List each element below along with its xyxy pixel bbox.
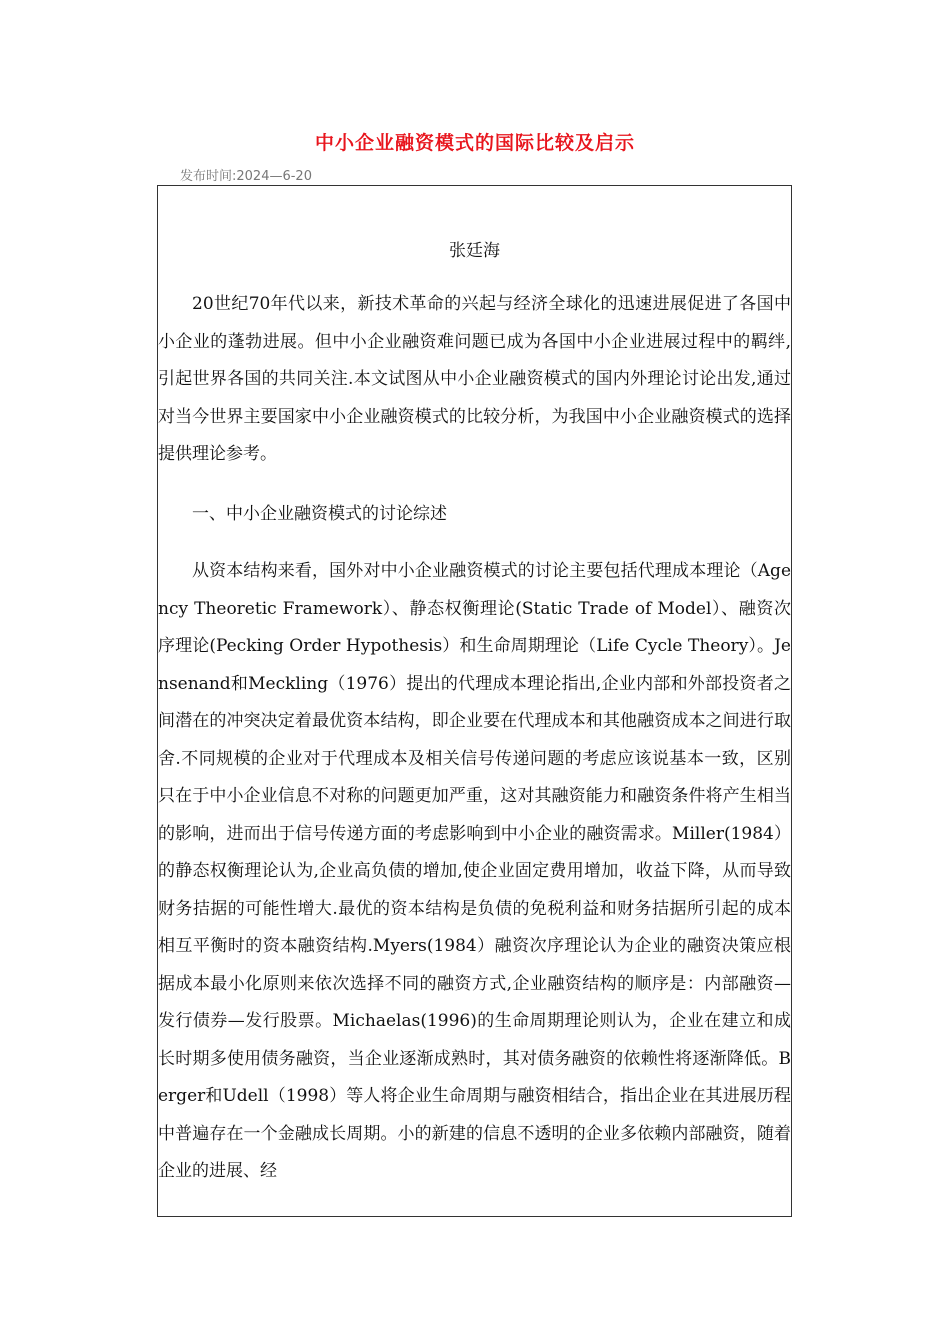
article-content-frame	[157, 185, 792, 1217]
body-paragraph: 从资本结构来看，国外对中小企业融资模式的讨论主要包括代理成本理论（Agency Theoretic Framework）、静态权衡理论(Static Trade of Model）、融资次序理论(Pecking Order Hypothesis）和生命周期理论（Life Cycle Theory）。Jensenand和Meckling（1976）提出的代理成本理论指出,企业内部和外部投资者之间潜在的冲突决定着最优资本结构，即企业要在代理成本和其他融资成本之间进行取舍.不同规模的企业对于代理成本及相关信号传递问题的考虑应该说基本一致，区别只在于中小企业信息不对称的问题更加严重，这对其融资能力和融资条件将产生相当的影响，进而出于信号传递方面的考虑影响到中小企业的融资需求。Miller(1984）的静态权衡理论认为,企业高负债的增加,使企业固定费用增加，收益下降，从而导致财务拮据的可能性增大.最优的资本结构是负债的免税利益和财务拮据所引起的成本相互平衡时的资本融资结构.Myers(1984）融资次序理论认为企业的融资决策应根据成本最小化原则来依次选择不同的融资方式,企业融资结构的顺序是：内部融资—发行债券—发行股票。Michaelas(1996)的生命周期理论则认为，企业在建立和成长时期多使用债务融资，当企业逐渐成熟时，其对债务融资的依赖性将逐渐降低。Berger和Udell（1998）等人将企业生命周期与融资相结合，指出企业在其进展历程中普遍存在一个金融成长周期。小的新建的信息不透明的企业多依赖内部融资，随着企业的进展、经	[158, 561, 791, 1181]
author-name: 张廷海	[449, 241, 500, 261]
document-title: 中小企业融资模式的国际比较及启示	[314, 132, 635, 154]
intro-paragraph: 20世纪70年代以来，新技术革命的兴起与经济全球化的迅速进展促进了各国中小企业的蓬勃进展。但中小企业融资难问题已成为各国中小企业进展过程中的羁绊,引起世界各国的共同关注.本文试图从中小企业融资模式的国内外理论讨论出发,通过对当今世界主要国家中小企业融资模式的比较分析，为我国中小企业融资模式的选择提供理论参考。	[158, 294, 791, 464]
publish-date: 发布时间:2024—6-20	[180, 169, 312, 184]
section-heading: 一、中小企业融资模式的讨论综述	[192, 504, 447, 524]
